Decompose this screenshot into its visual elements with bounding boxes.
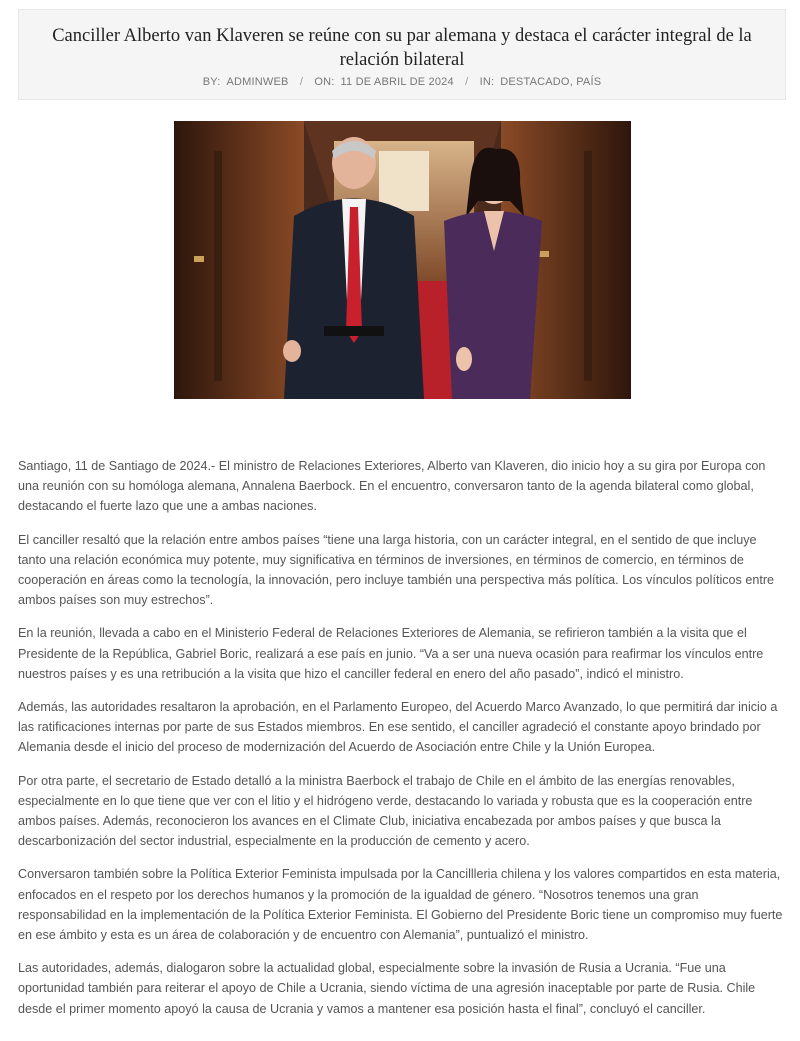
publish-date: 11 DE ABRIL DE 2024 <box>340 76 454 88</box>
in-label: IN: <box>479 76 495 88</box>
paragraph-1: Santiago, 11 de Santiago de 2024.- El ministro de Relaciones Exteriores, Alberto van Klaveren, dio inicio hoy a su gira por Europa con una reunión con su homóloga alemana, Annalena Baerbock. En el encuentro, conversaron tanto de la agenda bilateral como global, destacando el fuerte lazo que une a ambas naciones. <box>18 459 766 514</box>
on-label: ON: <box>314 76 335 88</box>
article-photo <box>174 121 631 399</box>
paragraph-7: Las autoridades, además, dialogaron sobre la actualidad global, especialmente sobre la invasión de Rusia a Ucrania. “Fue una oportunidad también para reiterar el apoyo de Chile a Ucrania, siendo víctima de una agresión inaceptable por parte de Rusia. Chile desde el primer momento apoyó la causa de Ucrania y vamos a mantener esa posición hasta el final”, concluyó el canciller. <box>18 961 756 1016</box>
paragraph-6: Conversaron también sobre la Política Exterior Feminista impulsada por la Cancillleria chilena y los valores compartidos en esta materia, enfocados en el respeto por los derechos humanos y la promoción de la igualdad de género. “Nosotros tenemos una gran responsabilidad en la implementación de la Política Exterior Feminista. El Gobierno del Presidente Boric tiene un compromiso muy fuerte en ese ámbito y esta es un área de colaboración y de encuentro con Alemania”, puntualizó el ministro. <box>18 867 783 943</box>
category-links[interactable]: DESTACADO, PAÍS <box>500 76 602 88</box>
article-body <box>18 456 786 1032</box>
paragraph-5: Por otra parte, el secretario de Estado detalló a la ministra Baerbock el trabajo de Chile en el ámbito de las energías renovables, especialmente en lo que tiene que ver con el litio y el hidrógeno verde, destacando lo variada y robusta que es la cooperación entre ambos países. Además, reconocieron los avances en el Climate Club, iniciativa encabezada por ambos países y que busca la descarbonización del sector industrial, especialmente en la producción de cemento y acero. <box>18 773 753 849</box>
paragraph-3: En la reunión, llevada a cabo en el Ministerio Federal de Relaciones Exteriores de Alemania, se refirieron también a la visita que el Presidente de la República, Gabriel Boric, realizará a ese país en junio. “Va a ser una nueva ocasión para reafirmar los vínculos entre nuestros países y es una retribución a la visita que hizo el canciller federal en enero del año pasado”, indicó el ministro. <box>18 626 764 681</box>
meta-separator: / <box>465 76 469 88</box>
paragraph-2: El canciller resaltó que la relación entre ambos países “tiene una larga historia, con un carácter integral, en el sentido de que incluye tanto una relación económica muy potente, muy significativa en términos de inversiones, en términos de comercio, en términos de cooperación en áreas como la tecnología, la innovación, pero incluye también una perspectiva más política. Los vínculos políticos entre ambos países son muy estrechos”. <box>18 532 775 608</box>
paragraph-4: Además, las autoridades resaltaron la aprobación, en el Parlamento Europeo, del Acuerdo Marco Avanzado, lo que permitirá dar inicio a las ratificaciones internas por parte de sus Estados miembros. En ese sentido, el canciller agradeció el constante apoyo brindado por Alemania desde el inicio del proceso de modernización del Acuerdo de Asociación entre Chile y la Unión Europea. <box>18 700 778 755</box>
meta-separator: / <box>299 76 304 88</box>
photo-illustration <box>174 121 631 399</box>
article-title: Canciller Alberto van Klaveren se reúne con su par alemana y destaca el carácter integral de la relación bilateral <box>52 26 752 70</box>
article-meta <box>19 76 785 88</box>
article-header <box>18 9 786 100</box>
author-link[interactable]: ADMINWEB <box>226 76 289 88</box>
by-label: BY: <box>202 76 221 88</box>
